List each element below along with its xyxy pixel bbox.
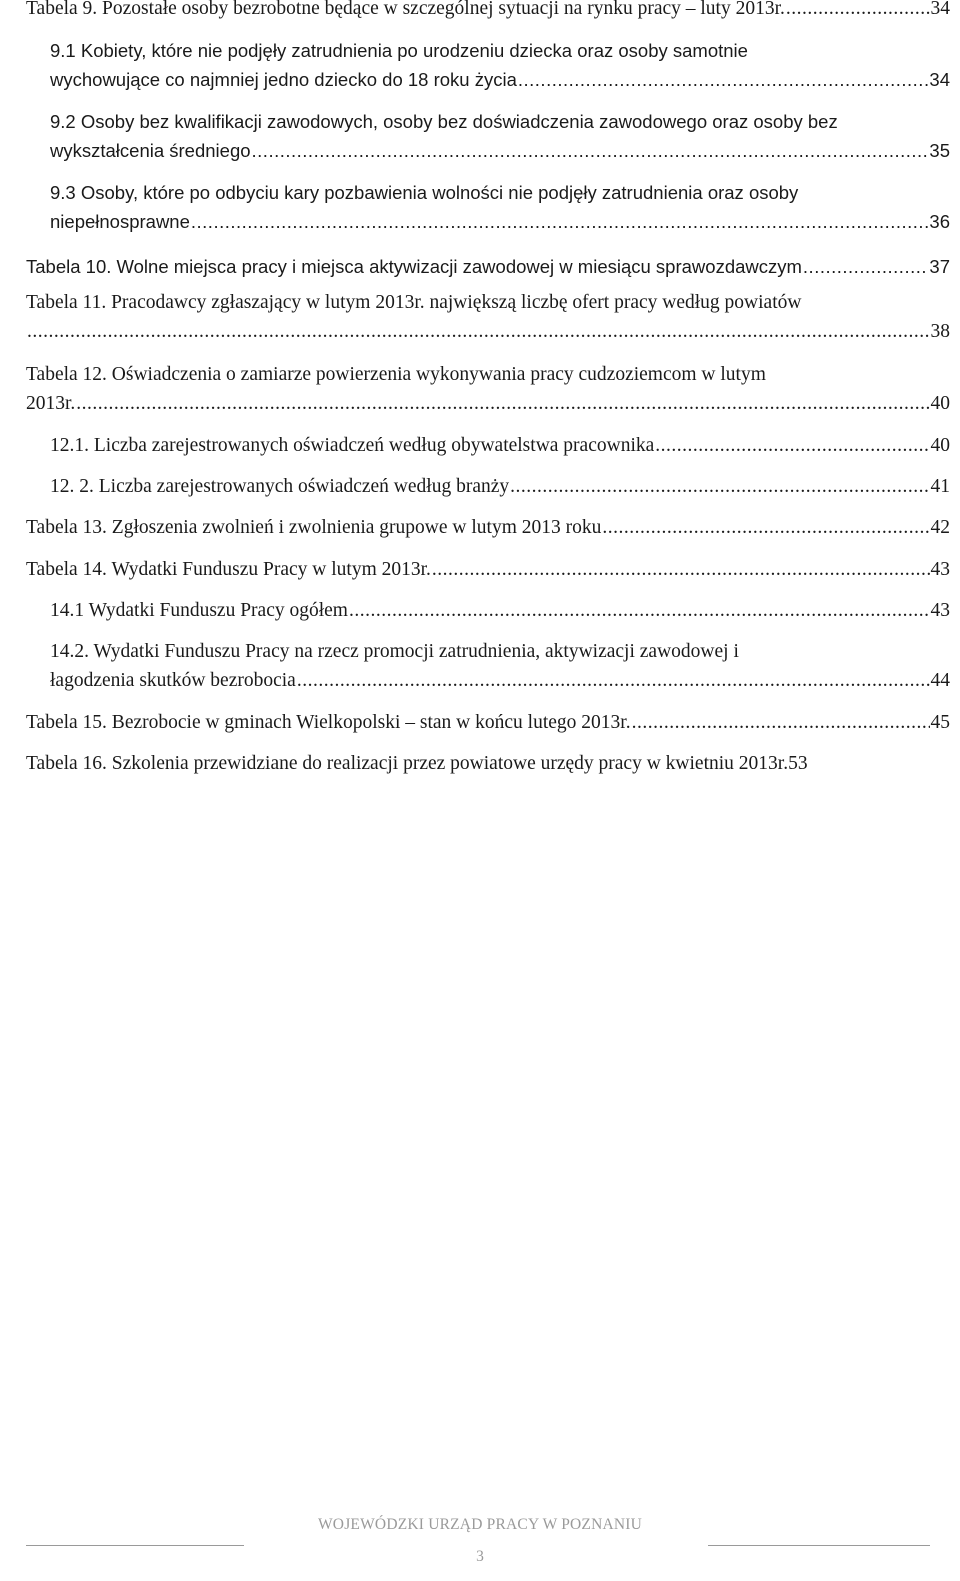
toc-entry-page: 40: [930, 435, 950, 456]
toc-entry-tabela-14[interactable]: [26, 555, 950, 584]
toc-entry-title: Tabela 10. Wolne miejsca pracy i miejsca aktywizacji zawodowej w miesiącu sprawozdawczym: [26, 256, 802, 277]
toc-entry-page: 34: [930, 0, 950, 19]
toc-entry-title: 9.2 Osoby bez kwalifikacji zawodowych, osoby bez doświadczenia zawodowego oraz osoby bez: [50, 111, 838, 132]
dot-leader: [632, 708, 930, 737]
toc-entry-page: 37: [929, 256, 950, 277]
dot-leader: [297, 666, 930, 695]
toc-entry-page: 43: [930, 559, 950, 580]
toc-entry-tabela-16[interactable]: [26, 749, 950, 778]
page-number: 3: [476, 1548, 484, 1565]
toc-entry-14-2[interactable]: [50, 637, 950, 695]
toc-entry-title-cont: łagodzenia skutków bezrobocia: [50, 670, 296, 691]
footer-rule-right: [708, 1545, 930, 1546]
toc-entry-title: Tabela 12. Oświadczenia o zamiarze powierzenia wykonywania pracy cudzoziemcom w lutym: [26, 364, 766, 385]
dot-leader: [432, 555, 930, 584]
toc-entry-page: 45: [930, 712, 950, 733]
toc-entry-title: 12. 2. Liczba zarejestrowanych oświadczeń według branży: [50, 476, 510, 497]
toc-entry-9-1[interactable]: [50, 36, 950, 94]
toc-entry-tabela-13[interactable]: [26, 513, 950, 542]
toc-entry-tabela-15[interactable]: [26, 708, 950, 737]
toc-entry-12-2[interactable]: [50, 472, 950, 501]
toc-entry-title: 9.3 Osoby, które po odbyciu kary pozbawienia wolności nie podjęły zatrudnienia oraz osoby: [50, 182, 799, 203]
toc-entry-page: 38: [930, 321, 950, 342]
toc-entry-title: Tabela 11. Pracodawcy zgłaszający w lutym 2013r. największą liczbę ofert pracy według powiatów: [26, 292, 802, 313]
toc-entry-9-2[interactable]: [50, 107, 950, 165]
dot-leader: [252, 136, 929, 165]
dot-leader: [510, 472, 929, 501]
toc-entry-tabela-9[interactable]: [26, 0, 950, 23]
dot-leader: [602, 513, 929, 542]
footer-rule-left: [26, 1545, 244, 1546]
toc-entry-title: Tabela 14. Wydatki Funduszu Pracy w lutym 2013r.: [26, 559, 431, 580]
dot-leader: [191, 207, 929, 236]
toc-entry-page: 34: [929, 69, 950, 90]
dot-leader: [803, 252, 929, 281]
dot-leader: [518, 65, 929, 94]
dot-leader: [349, 596, 930, 625]
toc-entry-page: 35: [929, 140, 950, 161]
dot-leader: [27, 317, 930, 346]
toc-entry-tabela-11[interactable]: [26, 288, 950, 346]
dot-leader: [655, 431, 929, 460]
toc-entry-page: 42: [930, 517, 950, 538]
toc-entry-9-3[interactable]: [50, 178, 950, 236]
toc-entry-page: 43: [930, 600, 950, 621]
toc-entry-title: 9.1 Kobiety, które nie podjęły zatrudnienia po urodzeniu dziecka oraz osoby samotnie: [50, 40, 748, 61]
toc-entry-title: Tabela 15. Bezrobocie w gminach Wielkopolski – stan w końcu lutego 2013r.: [26, 712, 631, 733]
toc-entry-tabela-12[interactable]: [26, 360, 950, 418]
toc-entry-title-cont: wykształcenia średniego: [50, 140, 251, 161]
toc-entry-title-cont: wychowujące co najmniej jedno dziecko do 18 roku życia: [50, 69, 517, 90]
toc-entry-title: 14.1 Wydatki Funduszu Pracy ogółem: [50, 600, 348, 621]
toc-entry-12-1[interactable]: [50, 431, 950, 460]
toc-entry-title: Tabela 16. Szkolenia przewidziane do realizacji przez powiatowe urzędy pracy w kwietniu 2013r.: [26, 753, 789, 774]
toc-entry-page: 36: [929, 211, 950, 232]
toc-entry-title: 12.1. Liczba zarejestrowanych oświadczeń według obywatelstwa pracownika: [50, 435, 655, 456]
toc-entry-page: 40: [930, 393, 950, 414]
toc-entry-14-1[interactable]: [50, 596, 950, 625]
dot-leader: [76, 389, 929, 418]
toc-entry-page: 44: [930, 670, 950, 691]
toc-entry-title-cont: niepełnosprawne: [50, 211, 190, 232]
toc-entry-tabela-10[interactable]: [26, 252, 950, 281]
toc-entry-page: 41: [930, 476, 950, 497]
toc-entry-title: 14.2. Wydatki Funduszu Pracy na rzecz promocji zatrudnienia, aktywizacji zawodowej i: [50, 641, 739, 662]
footer-organization: WOJEWÓDZKI URZĄD PRACY W POZNANIU: [317, 1516, 643, 1533]
toc-entry-title: Tabela 9. Pozostałe osoby bezrobotne będące w szczególnej sytuacji na rynku pracy – luty 2013r.: [26, 0, 785, 19]
dot-leader: [786, 0, 930, 23]
toc-entry-title: Tabela 13. Zgłoszenia zwolnień i zwolnienia grupowe w lutym 2013 roku: [26, 517, 602, 538]
toc-entry-page: 53: [788, 753, 808, 774]
toc-entry-title-cont: 2013r.: [26, 393, 76, 414]
